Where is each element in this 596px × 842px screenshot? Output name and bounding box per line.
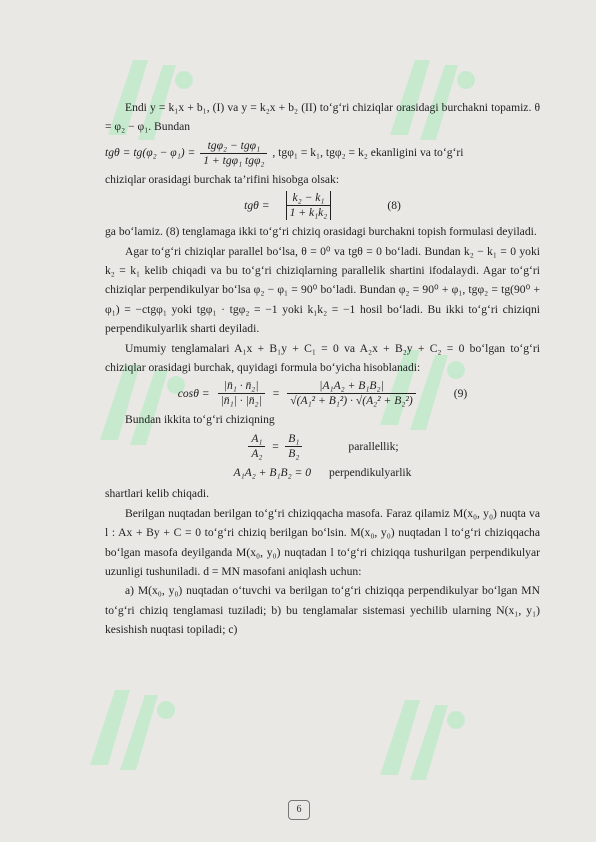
fraction-numerator: |A₁A₂ + B₁B₂| xyxy=(287,379,415,394)
equation-label: (8) xyxy=(387,199,401,213)
paragraph: Agar to‘g‘ri chiziqlar parallel bo‘lsa, θ = 0⁰ va tgθ = 0 bo‘ladi. Bundan k₂ − k₁ = 0 yoki k₂ = k₁ kelib chiqadi va bu to‘g‘ri chiziqlarning parallelik shartini ifodalaydi. Agar to‘g‘ri chiziqlar perpendikulyar bo‘lsa φ₂ − φ₁ = 90⁰ bo‘ladi. Bundan φ₂ = 90⁰ + φ₁, tgφ₂ = tg(90⁰ + φ₁) = −ctgφ₁ yoki tgφ₁ · tgφ₂ = −1 yoki k₁k₂ = −1 hosil bo‘ladi. Bu ikki to‘g‘ri chiziqni perpendikulyarlik sharti deyiladi. xyxy=(105,244,540,336)
watermark-logo-icon xyxy=(70,670,190,790)
page-number: 6 xyxy=(288,800,310,820)
fraction-denominator: A₂ xyxy=(251,446,263,460)
body-text xyxy=(105,98,540,640)
paragraph: a) M(x₀, y₀) nuqtadan o‘tuvchi va berilgan to‘g‘ri chiziqqa perpendikulyar bo‘lgan MN to‘g‘ri chiziq tenglamasi tuziladi; b) bu tenglamalar sistemasi yechilib ularning N(x₁, y₁) kesishish nuqtasi topiladi; c) xyxy=(105,584,540,637)
equation-label: (9) xyxy=(453,387,468,401)
fraction-numerator: tgφ₂ − tgφ₁ xyxy=(200,139,267,154)
equation-text: tgθ = xyxy=(244,199,270,213)
equals-sign: = xyxy=(272,387,280,401)
equals-sign: = xyxy=(271,439,280,453)
paragraph: ga bo‘lamiz. (8) tenglamaga ikki to‘g‘ri chiziq orasidagi burchakni topish formulasi deyiladi. xyxy=(105,225,537,239)
paragraph: shartlari kelib chiqadi. xyxy=(105,487,209,501)
condition-label: parallellik; xyxy=(348,439,399,453)
fraction-numerator: |n̄₁ · n̄₂| xyxy=(218,379,265,394)
equation-text: cosθ = xyxy=(177,387,210,401)
fraction-numerator: B₁ xyxy=(285,432,302,447)
paragraph: Endi y = k₁x + b₁, (I) va y = k₂x + b₂ (II) to‘g‘ri chiziqlar orasidagi burchakni topamiz. θ = φ₂ − φ₁. Bundan xyxy=(105,101,540,134)
fraction-denominator: √(A₁² + B₁²) · √(A₂² + B₂²) xyxy=(290,394,413,408)
fraction xyxy=(286,191,332,220)
paragraph: Umumiy tenglamalari A₁x + B₁y + C₁ = 0 va A₂x + B₂y + C₂ = 0 bo‘lgan to‘g‘ri chiziqlar orasidagi burchak, quyidagi formula bo‘yicha hisoblanadi: xyxy=(105,341,540,375)
fraction-numerator: k₂ − k₁ xyxy=(287,191,331,206)
fraction xyxy=(248,432,265,461)
equation-text: A₁A₂ + B₁B₂ = 0 xyxy=(233,465,312,479)
condition-label: perpendikulyarlik xyxy=(329,465,412,479)
watermark-logo-icon xyxy=(360,680,480,800)
fraction-denominator: B₂ xyxy=(288,446,300,460)
equation-text: tgθ = tg(φ₂ − φ₁) = xyxy=(105,145,196,159)
fraction xyxy=(218,379,265,408)
fraction xyxy=(285,432,302,461)
fraction-numerator: A₁ xyxy=(248,432,265,447)
paragraph: Berilgan nuqtadan berilgan to‘g‘ri chiziqqacha masofa. Faraz qilamiz M(x₀, y₀) nuqta va l : Ax + By + C = 0 to‘g‘ri chiziq berilgan bo‘lsin. M(x₀, y₀) nuqtadan l to‘g‘ri chiziqqacha bo‘lgan masofa deyilganda M(x₀, y₀) nuqtadan l to‘g‘ri chiziqqa tushurilgan perpendikulyar uzunligi tushuniladi. d = MN masofani aniqlash uchun: xyxy=(105,506,540,578)
fraction-denominator: 1 + tgφ₁ tgφ₂ xyxy=(203,153,265,167)
paragraph: Bundan ikkita to‘g‘ri chiziqning xyxy=(125,413,275,427)
equation-8 xyxy=(105,191,540,220)
fraction-denominator: 1 + k₁k₂ xyxy=(289,206,328,220)
paragraph: chiziqlar orasidagi burchak ta’rifini hisobga olsak: xyxy=(105,172,340,186)
condition-parallel xyxy=(105,432,540,461)
equation-9 xyxy=(105,379,540,408)
fraction-denominator: |n̄₁| · |n̄₂| xyxy=(220,394,262,408)
fraction xyxy=(200,139,267,168)
condition-perpendicular xyxy=(105,463,540,482)
equation-text: , tgφ₁ = k₁, tgφ₂ = k₂ ekanligini va to‘g‘ri xyxy=(272,145,464,159)
equation-tangent xyxy=(105,139,540,168)
fraction xyxy=(287,379,415,408)
